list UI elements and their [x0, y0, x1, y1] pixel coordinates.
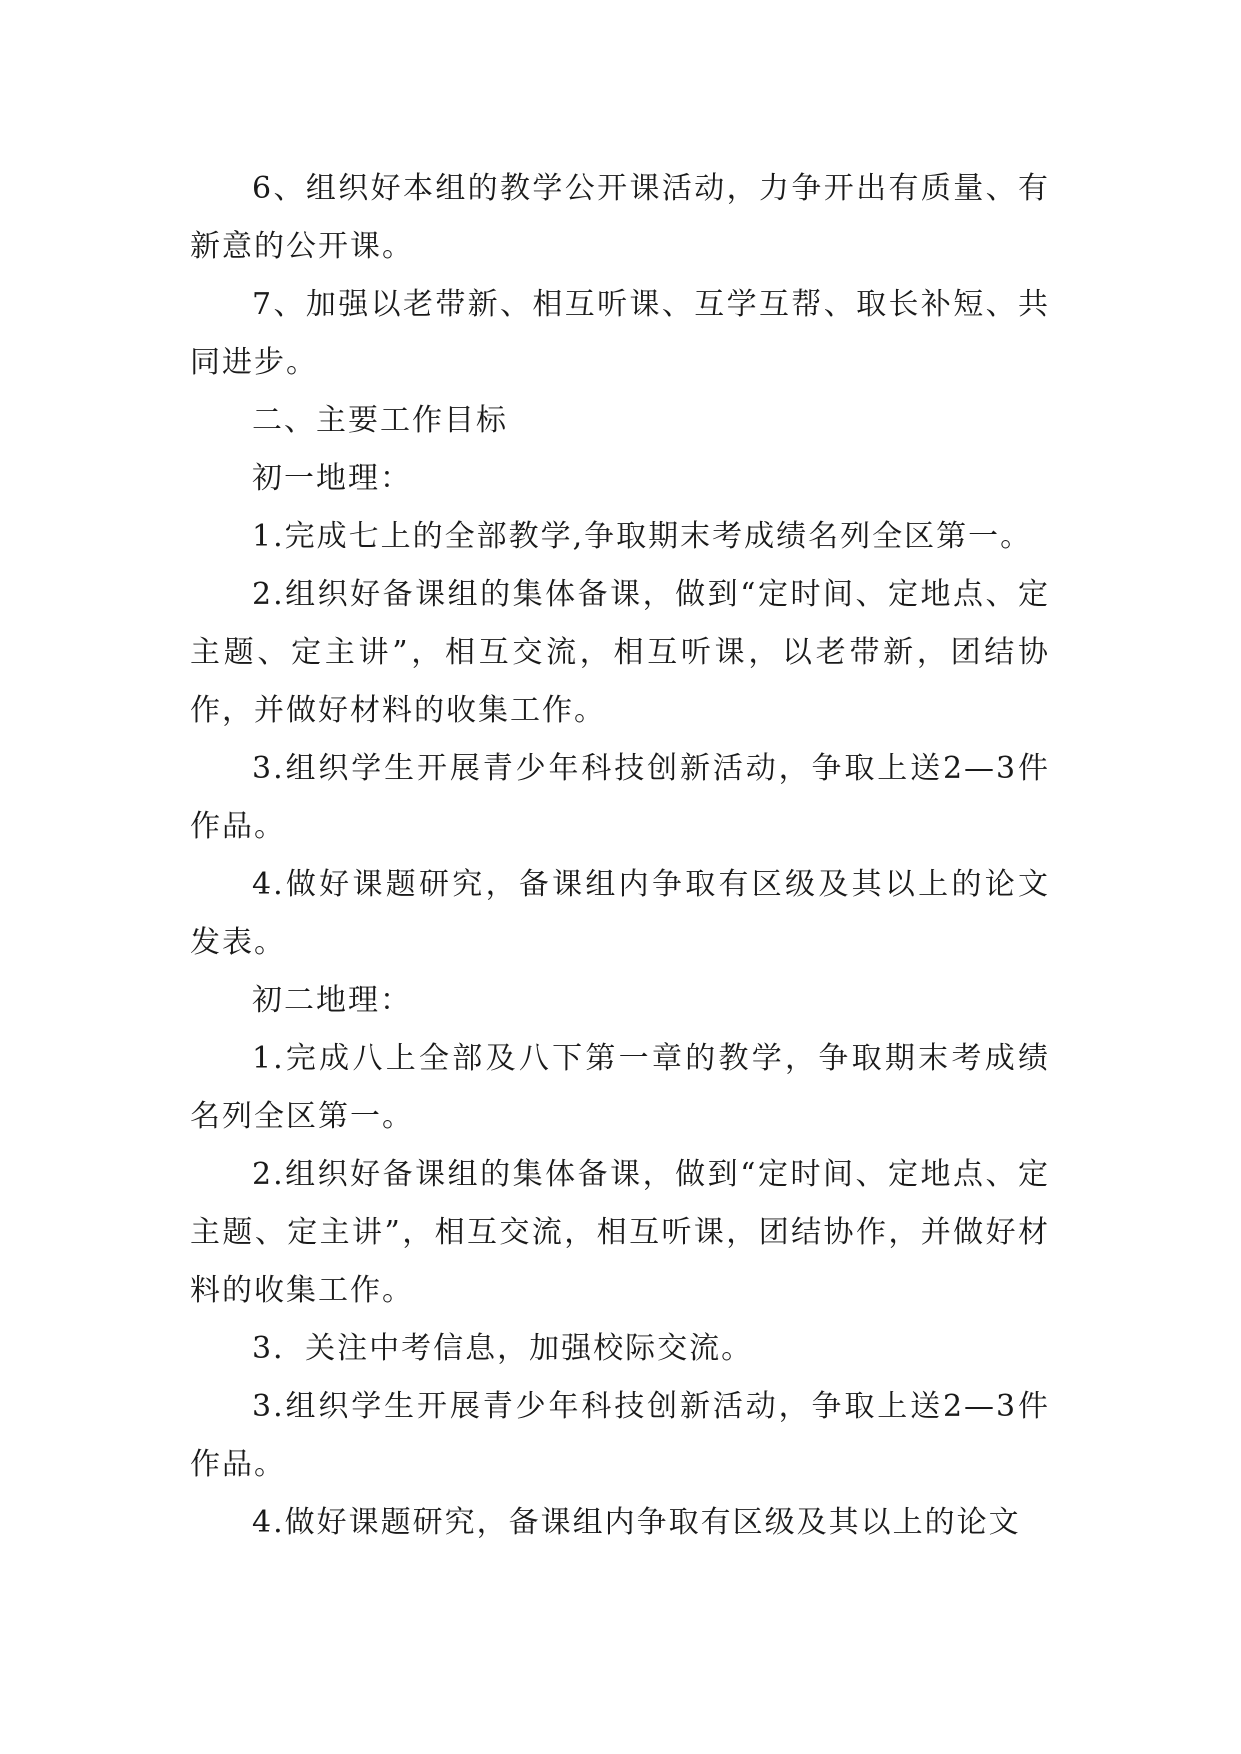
g7-item-1: 1.完成七上的全部教学,争取期末考成绩名列全区第一。 [252, 519, 1033, 554]
g7-item-3: 3.组织学生开展青少年科技创新活动，争取上送2—3件作品。 [190, 751, 1050, 844]
paragraph-7-mentoring: 7、加强以老带新、相互听课、互学互帮、取长补短、共同进步。 [190, 287, 1050, 380]
g8-item-1: 1.完成八上全部及八下第一章的教学，争取期末考成绩名列全区第一。 [190, 1041, 1050, 1134]
g7-item-4: 4.做好课题研究，备课组内争取有区级及其以上的论文发表。 [190, 867, 1050, 960]
subheading-grade-8-geography: 初二地理： [252, 983, 412, 1018]
subheading-grade-7-geography: 初一地理： [252, 461, 412, 496]
section-heading-main-goals: 二、主要工作目标 [252, 403, 508, 438]
g8-item-3-innovation: 3.组织学生开展青少年科技创新活动，争取上送2—3件作品。 [190, 1389, 1050, 1482]
g8-item-2: 2.组织好备课组的集体备课，做到“定时间、定地点、定主题、定主讲”，相互交流，相互听课，团结协作，并做好材料的收集工作。 [190, 1157, 1050, 1308]
document-body [190, 160, 1050, 1552]
g8-item-3-exam-info: 3．关注中考信息，加强校际交流。 [252, 1331, 754, 1366]
g7-item-2: 2.组织好备课组的集体备课，做到“定时间、定地点、定主题、定主讲”，相互交流，相互听课，以老带新，团结协作，并做好材料的收集工作。 [190, 577, 1050, 728]
g8-item-4: 4.做好课题研究，备课组内争取有区级及其以上的论文 [252, 1505, 1021, 1540]
paragraph-6-open-class: 6、组织好本组的教学公开课活动，力争开出有质量、有新意的公开课。 [190, 171, 1050, 264]
